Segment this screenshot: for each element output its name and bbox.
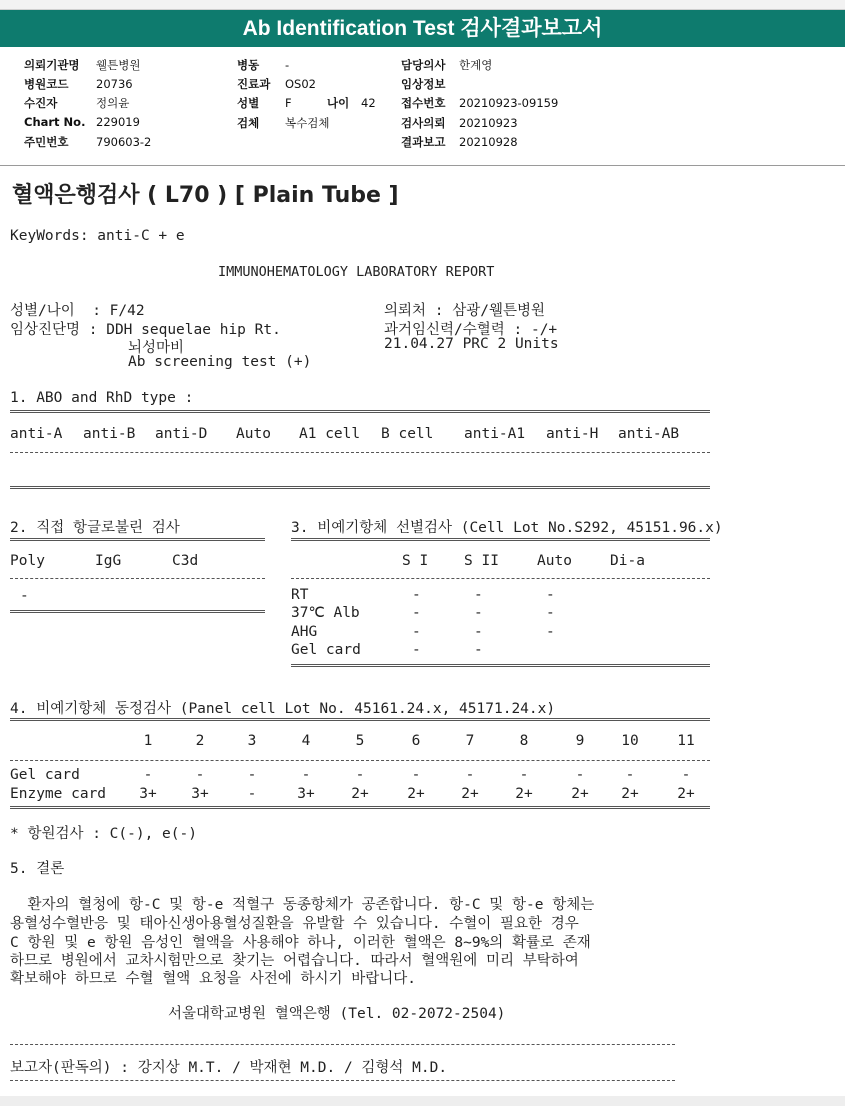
panel-cell: 3+	[139, 786, 157, 802]
panel-header-cell: 3	[247, 733, 257, 749]
screening-row-label: 37℃ Alb	[291, 605, 360, 621]
panel-cell: -	[143, 767, 153, 783]
panel-header-cell: 8	[519, 733, 529, 749]
keywords: KeyWords: anti-C + e	[10, 228, 185, 244]
top-strip	[0, 0, 845, 10]
screening-rule-bottom	[291, 664, 710, 667]
screening-rule-mid	[291, 578, 710, 579]
abo-rule-top	[10, 410, 710, 413]
panel-cell: -	[681, 767, 691, 783]
screening-cell: -	[412, 642, 421, 658]
patient-diagnosis-line3: Ab screening test (+)	[128, 354, 312, 370]
dat-rule-top	[10, 538, 265, 541]
screening-rule-top	[291, 538, 710, 541]
panel-cell: 2+	[461, 786, 479, 802]
panel-header-cell: 11	[677, 733, 695, 749]
conclusion-line: C 항원 및 e 항원 음성인 혈액을 사용해야 하나, 이러한 혈액은 8~9%의 확률로 존재	[10, 935, 591, 951]
antigen-test: * 항원검사 : C(-), e(-)	[10, 826, 197, 842]
dat-rule-mid	[10, 578, 265, 579]
dat-section-title: 2. 직접 항글로불린 검사	[10, 520, 180, 536]
patient-referrer: 의뢰처 : 삼광/웰튼병원	[384, 303, 545, 319]
abo-section-title: 1. ABO and RhD type :	[10, 390, 194, 406]
screening-cell: -	[474, 587, 483, 603]
panel-cell: 2+	[571, 786, 589, 802]
abo-header-anti-a1: anti-A1	[464, 426, 526, 442]
header-specimen: 검체 복수검체	[237, 116, 330, 130]
screening-cell: -	[412, 605, 421, 621]
panel-cell: 2+	[351, 786, 369, 802]
panel-section-title: 4. 비예기항체 동정검사 (Panel cell Lot No. 45161.24.x, 45171.24.x)	[10, 701, 556, 717]
header-department: 진료과 OS02	[237, 77, 316, 91]
panel-cell: -	[625, 767, 635, 783]
header-separator	[0, 165, 845, 166]
abo-rule-mid	[10, 452, 710, 453]
panel-header-cell: 5	[355, 733, 365, 749]
panel-cell: -	[247, 767, 257, 783]
screening-cell: -	[474, 624, 483, 640]
panel-rule-top	[10, 718, 710, 721]
dat-header-c3d: C3d	[172, 553, 199, 569]
panel-header-cell: 2	[195, 733, 205, 749]
header-receipt-no: 접수번호 20210923-09159	[401, 96, 559, 110]
screening-cell: -	[412, 624, 421, 640]
panel-cell: 2+	[515, 786, 533, 802]
screening-row-label: RT	[291, 587, 309, 603]
abo-header-anti-h: anti-H	[546, 426, 599, 442]
reporter-rule-bottom	[10, 1080, 675, 1081]
bottom-strip	[0, 1096, 845, 1106]
patient-diagnosis: 임상진단명 : DDH sequelae hip Rt.	[10, 322, 281, 338]
panel-header-cell: 7	[465, 733, 475, 749]
screening-cell: -	[412, 587, 421, 603]
reporter-rule-top	[10, 1044, 675, 1045]
abo-header-anti-b: anti-B	[83, 426, 136, 442]
abo-header-anti-a: anti-A	[10, 426, 63, 442]
screening-row-label: Gel card	[291, 642, 361, 658]
panel-cell: -	[519, 767, 529, 783]
report-title-banner: Ab Identification Test 검사결과보고서	[0, 10, 845, 47]
header-resident-no: 주민번호 790603-2	[24, 135, 152, 149]
lab-report-title: IMMUNOHEMATOLOGY LABORATORY REPORT	[218, 264, 495, 280]
header-physician: 담당의사 한계영	[401, 58, 493, 72]
conclusion-title: 5. 결론	[10, 861, 65, 877]
panel-header-cell: 4	[301, 733, 311, 749]
panel-header-cell: 1	[143, 733, 153, 749]
patient-history: 과거임신력/수혈력 : -/+	[384, 322, 558, 338]
abo-header-anti-d: anti-D	[155, 426, 208, 442]
screening-cell: -	[474, 605, 483, 621]
footer-organization: 서울대학교병원 혈액은행 (Tel. 02-2072-2504)	[168, 1006, 506, 1022]
abo-header-b-cell: B cell	[381, 426, 434, 442]
abo-rule-bottom	[10, 486, 710, 489]
conclusion-line: 용혈성수혈반응 및 태아신생아용혈성질환을 유발할 수 있습니다. 수혈이 필요한 경우	[10, 916, 579, 932]
panel-row-label: Enzyme card	[10, 786, 107, 802]
header-requesting-institution: 의뢰기관명 웰튼병원	[24, 58, 141, 72]
dat-header-poly: Poly	[10, 553, 45, 569]
screening-section-title: 3. 비예기항체 선별검사 (Cell Lot No.S292, 45151.96.x)	[291, 520, 723, 536]
panel-cell: -	[247, 786, 257, 802]
screening-header-dia: Di-a	[610, 553, 645, 569]
test-title: 혈액은행검사 ( L70 ) [ Plain Tube ]	[12, 183, 399, 208]
panel-cell: 2+	[407, 786, 425, 802]
conclusion-line: 환자의 혈청에 항-C 및 항-e 적혈구 동종항체가 공존합니다. 항-C 및 항-e 항체는	[10, 897, 595, 913]
screening-header-s1: S I	[402, 553, 429, 569]
panel-header-cell: 10	[621, 733, 639, 749]
panel-rule-bottom	[10, 806, 710, 809]
dat-value-poly: -	[20, 588, 29, 604]
header-hospital-code: 병원코드 20736	[24, 77, 133, 91]
header-chart-no: Chart No. 229019	[24, 115, 140, 129]
screening-header-s2: S II	[464, 553, 499, 569]
panel-cell: 3+	[297, 786, 315, 802]
panel-cell: -	[195, 767, 205, 783]
panel-cell: -	[301, 767, 311, 783]
conclusion-line: 하므로 병원에서 교차시험만으로 찾기는 어렵습니다. 따라서 혈액원에 미리 부탁하여	[10, 953, 579, 969]
panel-cell: 3+	[191, 786, 209, 802]
header-clinical-info: 임상정보	[401, 77, 446, 91]
screening-header-auto: Auto	[537, 553, 572, 569]
header-report-date: 결과보고 20210928	[401, 135, 518, 149]
panel-cell: -	[411, 767, 421, 783]
screening-cell: -	[546, 587, 555, 603]
panel-cell: -	[465, 767, 475, 783]
panel-rule-mid	[10, 760, 710, 761]
dat-rule-bottom	[10, 610, 265, 613]
panel-cell: -	[355, 767, 365, 783]
header-patient-name: 수진자 정의윤	[24, 96, 130, 110]
header-request-date: 검사의뢰 20210923	[401, 116, 518, 130]
dat-header-igg: IgG	[95, 553, 122, 569]
reporter-line: 보고자(판독의) : 강지상 M.T. / 박재현 M.D. / 김형석 M.D.	[10, 1060, 448, 1076]
patient-sex-age: 성별/나이 : F/42	[10, 303, 145, 319]
header-ward: 병동 -	[237, 58, 290, 72]
patient-history-line2: 21.04.27 PRC 2 Units	[384, 336, 559, 352]
screening-cell: -	[474, 642, 483, 658]
panel-header-cell: 9	[575, 733, 585, 749]
screening-row-label: AHG	[291, 624, 318, 640]
header-age: 나이 42	[327, 96, 376, 110]
panel-cell: 2+	[677, 786, 695, 802]
panel-header-cell: 6	[411, 733, 421, 749]
abo-header-auto: Auto	[236, 426, 271, 442]
screening-cell: -	[546, 624, 555, 640]
abo-header-anti-ab: anti-AB	[618, 426, 680, 442]
panel-cell: -	[575, 767, 585, 783]
header-sex: 성별 F	[237, 96, 292, 110]
conclusion-line: 확보해야 하므로 수혈 혈액 요청을 사전에 하시기 바랍니다.	[10, 971, 417, 987]
panel-row-label: Gel card	[10, 767, 80, 783]
panel-cell: 2+	[621, 786, 639, 802]
screening-cell: -	[546, 605, 555, 621]
abo-header-a1-cell: A1 cell	[299, 426, 361, 442]
patient-diagnosis-line2: 뇌성마비	[128, 340, 185, 356]
